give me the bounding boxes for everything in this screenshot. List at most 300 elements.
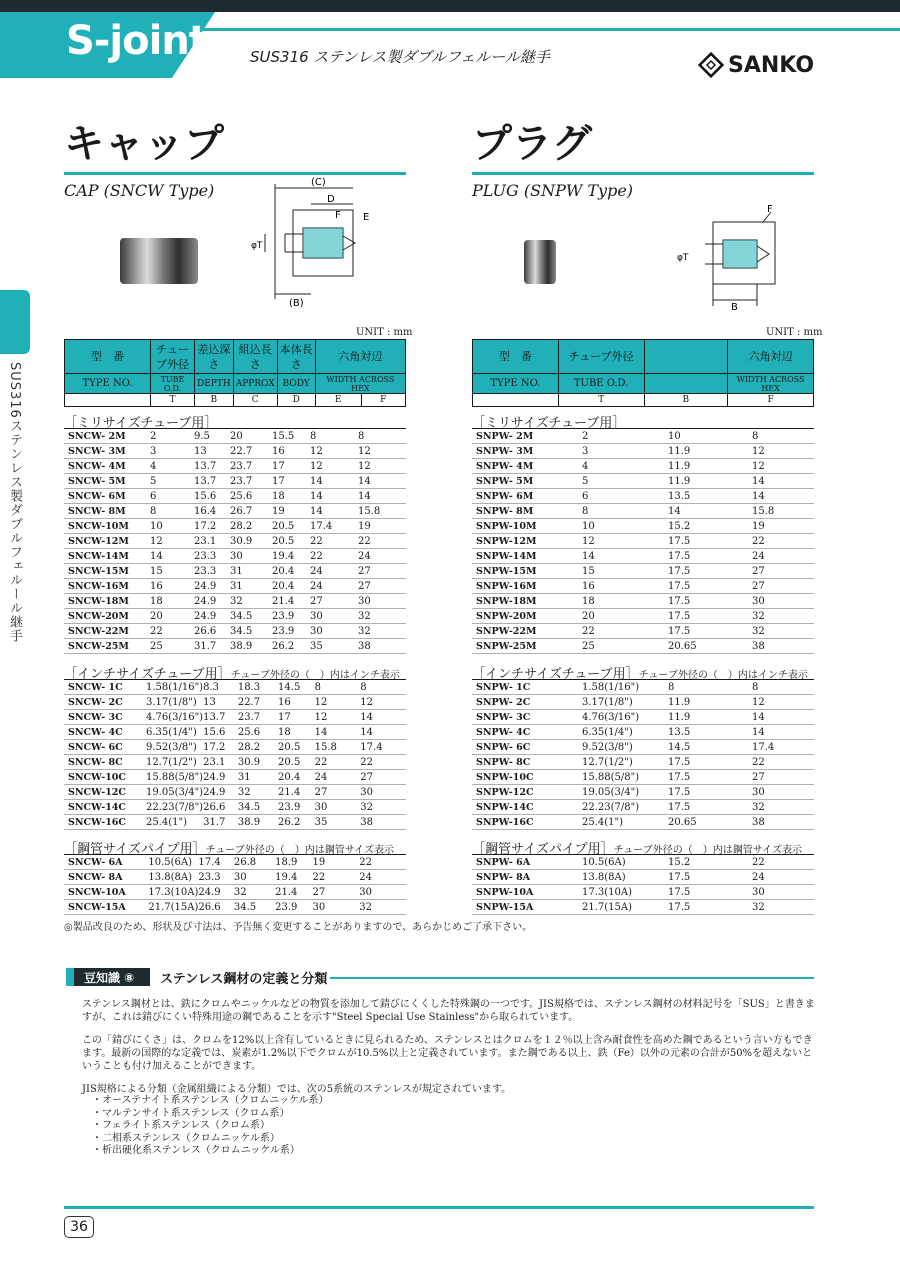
- value-cell: 20.4: [272, 564, 310, 579]
- plug-unit: UNIT : mm: [766, 327, 823, 338]
- value-cell: 30: [230, 549, 272, 564]
- type-no-cell: SNPW- 3M: [472, 444, 582, 459]
- value-cell: 32: [230, 594, 272, 609]
- table-row: [472, 474, 814, 489]
- value-cell: 23.9: [272, 609, 310, 624]
- value-cell: 20.5: [272, 519, 310, 534]
- type-no-cell: SNPW-14M: [472, 549, 582, 564]
- cap-label-d: D: [327, 194, 335, 205]
- table-row: [64, 534, 406, 549]
- value-cell: 13.7: [194, 474, 230, 489]
- value-cell: 20.65: [668, 815, 752, 830]
- value-cell: 32: [238, 785, 278, 800]
- table-row: [64, 624, 406, 639]
- type-no-cell: SNCW-10M: [64, 519, 150, 534]
- value-cell: 18: [582, 594, 668, 609]
- value-cell: 23.9: [275, 900, 312, 915]
- plug-h3-b: B: [644, 394, 728, 407]
- value-cell: 21.4: [275, 885, 312, 900]
- cap-h3-0: [65, 394, 151, 407]
- value-cell: 17.5: [668, 770, 752, 785]
- value-cell: 22.23(7/8"): [582, 800, 668, 815]
- table-row: [472, 695, 814, 710]
- table-row: [64, 870, 406, 885]
- value-cell: 24: [358, 549, 406, 564]
- value-cell: 5: [582, 474, 668, 489]
- type-no-cell: SNPW- 8M: [472, 504, 582, 519]
- value-cell: 8: [150, 504, 194, 519]
- value-cell: 27: [313, 885, 360, 900]
- value-cell: 10: [668, 429, 752, 444]
- type-no-cell: SNCW-14C: [64, 800, 146, 815]
- group-title-text: ［ミリサイズチューブ用］: [472, 416, 626, 431]
- table-row: [472, 429, 814, 444]
- value-cell: 22: [310, 549, 358, 564]
- value-cell: 31.7: [203, 815, 238, 830]
- value-cell: 15.6: [203, 725, 238, 740]
- value-cell: 23.1: [194, 534, 230, 549]
- table-row: [472, 609, 814, 624]
- table-row: [472, 855, 814, 870]
- value-cell: 8.3: [203, 680, 238, 695]
- value-cell: 22: [752, 534, 814, 549]
- value-cell: 12.7(1/2"): [582, 755, 668, 770]
- value-cell: 20.65: [668, 639, 752, 654]
- value-cell: 14.5: [278, 680, 315, 695]
- table-row: [64, 710, 406, 725]
- value-cell: 13.7: [194, 459, 230, 474]
- value-cell: 27: [310, 594, 358, 609]
- value-cell: 17.5: [668, 564, 752, 579]
- value-cell: 20.5: [278, 740, 315, 755]
- value-cell: 15.88(5/8"): [582, 770, 668, 785]
- value-cell: 12: [310, 459, 358, 474]
- plug-title-rule: [472, 172, 814, 175]
- plug-drawing: [675, 200, 795, 312]
- value-cell: 17.4: [752, 740, 814, 755]
- value-cell: 31: [238, 770, 278, 785]
- header-rule: [180, 28, 900, 31]
- value-cell: 27: [358, 579, 406, 594]
- value-cell: 22: [313, 870, 360, 885]
- table-row: [64, 680, 406, 695]
- cap-h2-type: TYPE NO.: [65, 374, 151, 394]
- cap-h2-tube: TUBE O.D.: [151, 374, 195, 394]
- value-cell: 6: [582, 489, 668, 504]
- value-cell: 13.5: [668, 489, 752, 504]
- value-cell: 35: [315, 815, 361, 830]
- value-cell: 34.5: [230, 609, 272, 624]
- tip-rule: [330, 977, 814, 979]
- value-cell: 17.4: [310, 519, 358, 534]
- value-cell: 3.17(1/8"): [146, 695, 203, 710]
- value-cell: 19.4: [275, 870, 312, 885]
- value-cell: 22: [752, 755, 814, 770]
- type-no-cell: SNCW- 3M: [64, 444, 150, 459]
- group-table: [472, 428, 814, 654]
- value-cell: 20.4: [272, 579, 310, 594]
- cap-h-hex: 六角対辺: [315, 340, 405, 374]
- value-cell: 19: [272, 504, 310, 519]
- type-no-cell: SNPW-15A: [472, 900, 582, 915]
- value-cell: 18: [278, 725, 315, 740]
- value-cell: 15.8: [315, 740, 361, 755]
- value-cell: 17.5: [668, 755, 752, 770]
- cap-h3-f: F: [361, 394, 406, 407]
- value-cell: 23.9: [278, 800, 315, 815]
- value-cell: 34.5: [238, 800, 278, 815]
- value-cell: 20: [582, 609, 668, 624]
- value-cell: 30: [359, 885, 406, 900]
- type-no-cell: SNCW- 6C: [64, 740, 146, 755]
- value-cell: 14: [150, 549, 194, 564]
- value-cell: 15: [582, 564, 668, 579]
- value-cell: 3: [150, 444, 194, 459]
- type-no-cell: SNPW-14C: [472, 800, 582, 815]
- value-cell: 24: [752, 549, 814, 564]
- value-cell: 32: [752, 900, 814, 915]
- value-cell: 17.3(10A): [148, 886, 199, 898]
- value-cell: 17.5: [668, 624, 752, 639]
- cap-unit: UNIT : mm: [356, 327, 413, 338]
- value-cell: 25.6: [230, 489, 272, 504]
- value-cell: 12: [752, 695, 814, 710]
- cap-label-t: φT: [251, 241, 263, 251]
- value-cell: 21.7(15A): [582, 900, 668, 915]
- value-cell: 22: [150, 624, 194, 639]
- table-row: [64, 594, 406, 609]
- type-no-cell: SNPW-15M: [472, 564, 582, 579]
- value-cell: 22: [752, 855, 814, 870]
- value-cell: 22.23(7/8"): [145, 801, 204, 813]
- value-cell: 17.5: [668, 800, 752, 815]
- value-cell: 16: [150, 579, 194, 594]
- value-cell: 12: [150, 534, 194, 549]
- table-row: [64, 519, 406, 534]
- value-cell: 11.9: [668, 695, 752, 710]
- table-row: [64, 444, 406, 459]
- s-joint-logo: S-joint: [66, 18, 207, 64]
- value-cell: 4.76(3/16"): [582, 710, 668, 725]
- value-cell: 30: [310, 624, 358, 639]
- value-cell: 24.9: [203, 770, 238, 785]
- type-no-cell: SNPW- 6A: [472, 855, 582, 870]
- table-row: [64, 885, 406, 900]
- value-cell: 26.7: [230, 504, 272, 519]
- cap-h2-body: BODY: [277, 374, 315, 394]
- value-cell: 17.2: [203, 740, 238, 755]
- value-cell: 3: [582, 444, 668, 459]
- value-cell: 2: [150, 429, 194, 444]
- table-row: [472, 579, 814, 594]
- value-cell: 19.05(3/4"): [582, 785, 668, 800]
- value-cell: 16.4: [194, 504, 230, 519]
- value-cell: 24: [752, 870, 814, 885]
- table-row: [64, 504, 406, 519]
- group-title-text: ［インチサイズチューブ用］: [472, 667, 639, 682]
- value-cell: 11.9: [668, 459, 752, 474]
- tip-list-item: ・二相系ステンレス（クロムニッケル系）: [92, 1132, 280, 1144]
- value-cell: 11.9: [668, 474, 752, 489]
- tip-title: ステンレス鋼材の定義と分類: [160, 972, 328, 987]
- value-cell: 26.6: [194, 624, 230, 639]
- table-row: [472, 710, 814, 725]
- type-no-cell: SNCW-22M: [64, 624, 150, 639]
- value-cell: 16: [582, 579, 668, 594]
- type-no-cell: SNCW-18M: [64, 594, 150, 609]
- value-cell: 19.05(3/4"): [145, 786, 204, 798]
- type-no-cell: SNCW- 3C: [64, 710, 146, 725]
- group-title-text: ［鋼管サイズパイプ用］: [472, 842, 614, 857]
- value-cell: 27: [752, 579, 814, 594]
- value-cell: 28.2: [230, 519, 272, 534]
- cap-label-f: F: [335, 210, 341, 221]
- table-row: [472, 594, 814, 609]
- value-cell: 12: [752, 459, 814, 474]
- value-cell: 21.4: [272, 594, 310, 609]
- cap-subtitle: CAP (SNCW Type): [64, 181, 215, 200]
- value-cell: 4: [150, 459, 194, 474]
- table-row: [472, 770, 814, 785]
- plug-h2-type: TYPE NO.: [473, 374, 559, 394]
- type-no-cell: SNPW-20M: [472, 609, 582, 624]
- type-no-cell: SNCW- 6A: [64, 855, 148, 870]
- type-no-cell: SNPW- 8C: [472, 755, 582, 770]
- value-cell: 13: [194, 444, 230, 459]
- type-no-cell: SNCW-15A: [64, 900, 148, 915]
- value-cell: 30: [360, 785, 406, 800]
- table-row: [472, 624, 814, 639]
- value-cell: 28.2: [238, 740, 278, 755]
- value-cell: 14: [752, 474, 814, 489]
- cap-h-approx: 組込長さ: [233, 340, 277, 374]
- value-cell: 26.2: [278, 815, 315, 830]
- cap-h3-t: T: [151, 394, 195, 407]
- table-row: [472, 785, 814, 800]
- value-cell: 26.2: [272, 639, 310, 654]
- value-cell: 12.7(1/2"): [146, 755, 203, 770]
- plug-h3-t: T: [558, 394, 644, 407]
- group-table: [472, 679, 814, 830]
- value-cell: 13.8(8A): [582, 870, 668, 885]
- value-cell: 13: [203, 695, 238, 710]
- value-cell: 30: [752, 785, 814, 800]
- plug-h2-tube: TUBE O.D.: [558, 374, 644, 394]
- table-row: [64, 900, 406, 915]
- group-table: [64, 679, 406, 830]
- value-cell: 38: [360, 815, 406, 830]
- plug-subtitle: PLUG (SNPW Type): [472, 181, 634, 200]
- value-cell: 16: [272, 444, 310, 459]
- type-no-cell: SNCW-12M: [64, 534, 150, 549]
- table-row: [472, 815, 814, 830]
- value-cell: 24.9: [203, 785, 238, 800]
- value-cell: 26.6: [198, 900, 233, 915]
- value-cell: 16: [278, 695, 315, 710]
- type-no-cell: SNCW-16M: [64, 579, 150, 594]
- plug-h2-hex: WIDTH ACROSS HEX: [728, 374, 814, 394]
- table-row: [472, 534, 814, 549]
- type-no-cell: SNPW-16M: [472, 579, 582, 594]
- value-cell: 17.2: [194, 519, 230, 534]
- type-no-cell: SNCW-10A: [64, 885, 148, 900]
- value-cell: 15.2: [668, 519, 752, 534]
- value-cell: 25: [582, 639, 668, 654]
- type-no-cell: SNCW- 6M: [64, 489, 150, 504]
- value-cell: 30: [358, 594, 406, 609]
- value-cell: 24: [310, 579, 358, 594]
- table-row: [472, 459, 814, 474]
- value-cell: 12: [582, 534, 668, 549]
- cap-h-body: 本体長さ: [277, 340, 315, 374]
- tip-list-item: ・オーステナイト系ステンレス（クロムニッケル系）: [92, 1095, 329, 1106]
- value-cell: 25.6: [238, 725, 278, 740]
- plug-h-blank: [644, 340, 728, 374]
- value-cell: 13.7: [203, 710, 238, 725]
- plug-h2-blank: [644, 374, 728, 394]
- value-cell: 20.5: [272, 534, 310, 549]
- value-cell: 35: [310, 639, 358, 654]
- value-cell: 6.35(1/4"): [582, 725, 668, 740]
- value-cell: 23.3: [194, 564, 230, 579]
- type-no-cell: SNPW-10C: [472, 770, 582, 785]
- value-cell: 25: [150, 639, 194, 654]
- group-table: [64, 428, 406, 654]
- value-cell: 8: [752, 429, 814, 444]
- table-row: [64, 474, 406, 489]
- value-cell: 22: [310, 534, 358, 549]
- value-cell: 20: [230, 429, 272, 444]
- value-cell: 31: [230, 579, 272, 594]
- table-row: [472, 800, 814, 815]
- type-no-cell: SNPW-22M: [472, 624, 582, 639]
- cap-h-depth: 差込深さ: [195, 340, 234, 374]
- value-cell: 38: [752, 815, 814, 830]
- type-no-cell: SNCW-15M: [64, 564, 150, 579]
- value-cell: 14: [310, 474, 358, 489]
- value-cell: 20.4: [278, 770, 315, 785]
- type-no-cell: SNCW- 2M: [64, 429, 150, 444]
- plug-h3-f: F: [728, 394, 814, 407]
- value-cell: 32: [752, 609, 814, 624]
- value-cell: 8: [752, 680, 814, 695]
- value-cell: 17.5: [668, 579, 752, 594]
- value-cell: 24: [310, 564, 358, 579]
- type-no-cell: SNPW-12C: [472, 785, 582, 800]
- side-label: SUS316ステンレス製ダブルフェルール継手: [7, 362, 22, 643]
- value-cell: 19.4: [272, 549, 310, 564]
- value-cell: 23.3: [194, 549, 230, 564]
- value-cell: 25.4(1"): [582, 815, 668, 830]
- group-table: [64, 854, 406, 915]
- value-cell: 10.5(6A): [148, 855, 198, 870]
- type-no-cell: SNPW-16C: [472, 815, 582, 830]
- type-no-cell: SNPW-18M: [472, 594, 582, 609]
- type-no-cell: SNCW- 2C: [64, 695, 146, 710]
- value-cell: 25.4(1"): [146, 815, 203, 830]
- value-cell: 19: [358, 519, 406, 534]
- table-row: [472, 725, 814, 740]
- value-cell: 14: [582, 549, 668, 564]
- side-tab: [0, 290, 30, 354]
- value-cell: 15.8: [752, 504, 814, 519]
- value-cell: 30: [310, 609, 358, 624]
- value-cell: 20: [150, 609, 194, 624]
- value-cell: 15: [150, 564, 194, 579]
- value-cell: 38: [752, 639, 814, 654]
- value-cell: 10: [150, 519, 194, 534]
- table-row: [472, 870, 814, 885]
- type-no-cell: SNPW- 6M: [472, 489, 582, 504]
- type-no-cell: SNCW-16C: [64, 815, 146, 830]
- value-cell: 14: [310, 489, 358, 504]
- value-cell: 8: [315, 680, 361, 695]
- type-no-cell: SNPW-10A: [472, 885, 582, 900]
- value-cell: 10: [582, 519, 668, 534]
- value-cell: 5: [150, 474, 194, 489]
- table-row: [64, 564, 406, 579]
- group-note: チューブ外径の（ ）内は鋼管サイズ表示: [613, 845, 802, 856]
- type-no-cell: SNPW- 8A: [472, 870, 582, 885]
- plug-header-table: [472, 339, 814, 407]
- plug-h-hex: 六角対辺: [728, 340, 814, 374]
- type-no-cell: SNPW- 2M: [472, 429, 582, 444]
- value-cell: 6.35(1/4"): [146, 725, 203, 740]
- type-no-cell: SNPW- 4C: [472, 725, 582, 740]
- cap-label-e: E: [363, 212, 370, 223]
- tip-list-item: ・析出硬化系ステンレス（クロムニッケル系）: [92, 1145, 300, 1156]
- value-cell: 3.17(1/8"): [582, 695, 668, 710]
- tip-accent: [66, 968, 74, 986]
- type-no-cell: SNCW- 5M: [64, 474, 150, 489]
- table-row: [64, 429, 406, 444]
- value-cell: 14: [358, 474, 406, 489]
- table-row: [64, 755, 406, 770]
- table-row: [64, 489, 406, 504]
- value-cell: 23.9: [272, 624, 310, 639]
- type-no-cell: SNPW-25M: [472, 639, 582, 654]
- cap-h2-approx: APPROX: [233, 374, 277, 394]
- value-cell: 17.5: [668, 870, 752, 885]
- value-cell: 27: [315, 785, 361, 800]
- plug-title: プラグ: [472, 120, 592, 167]
- value-cell: 30: [313, 900, 360, 915]
- table-row: [472, 504, 814, 519]
- type-no-cell: SNCW- 8M: [64, 504, 150, 519]
- cap-photo: [120, 238, 198, 284]
- value-cell: 22.7: [238, 695, 278, 710]
- cap-drawing: [245, 174, 380, 309]
- value-cell: 17.5: [668, 549, 752, 564]
- type-no-cell: SNCW- 8A: [64, 870, 148, 885]
- value-cell: 12: [315, 695, 361, 710]
- table-row: [472, 740, 814, 755]
- value-cell: 12: [360, 695, 406, 710]
- value-cell: 8: [358, 429, 406, 444]
- notice-text: ◎製品改良のため、形状及び寸法は、予告無く変更することがありますので、あらかじめご了承下さい。: [64, 922, 533, 933]
- value-cell: 30: [752, 885, 814, 900]
- value-cell: 17.4: [198, 855, 233, 870]
- value-cell: 4: [582, 459, 668, 474]
- value-cell: 23.7: [230, 459, 272, 474]
- value-cell: 13.5: [668, 725, 752, 740]
- value-cell: 23.3: [198, 870, 233, 885]
- table-row: [64, 855, 406, 870]
- type-no-cell: SNPW- 4M: [472, 459, 582, 474]
- value-cell: 38: [358, 639, 406, 654]
- page-number: 36: [64, 1216, 94, 1238]
- table-row: [472, 489, 814, 504]
